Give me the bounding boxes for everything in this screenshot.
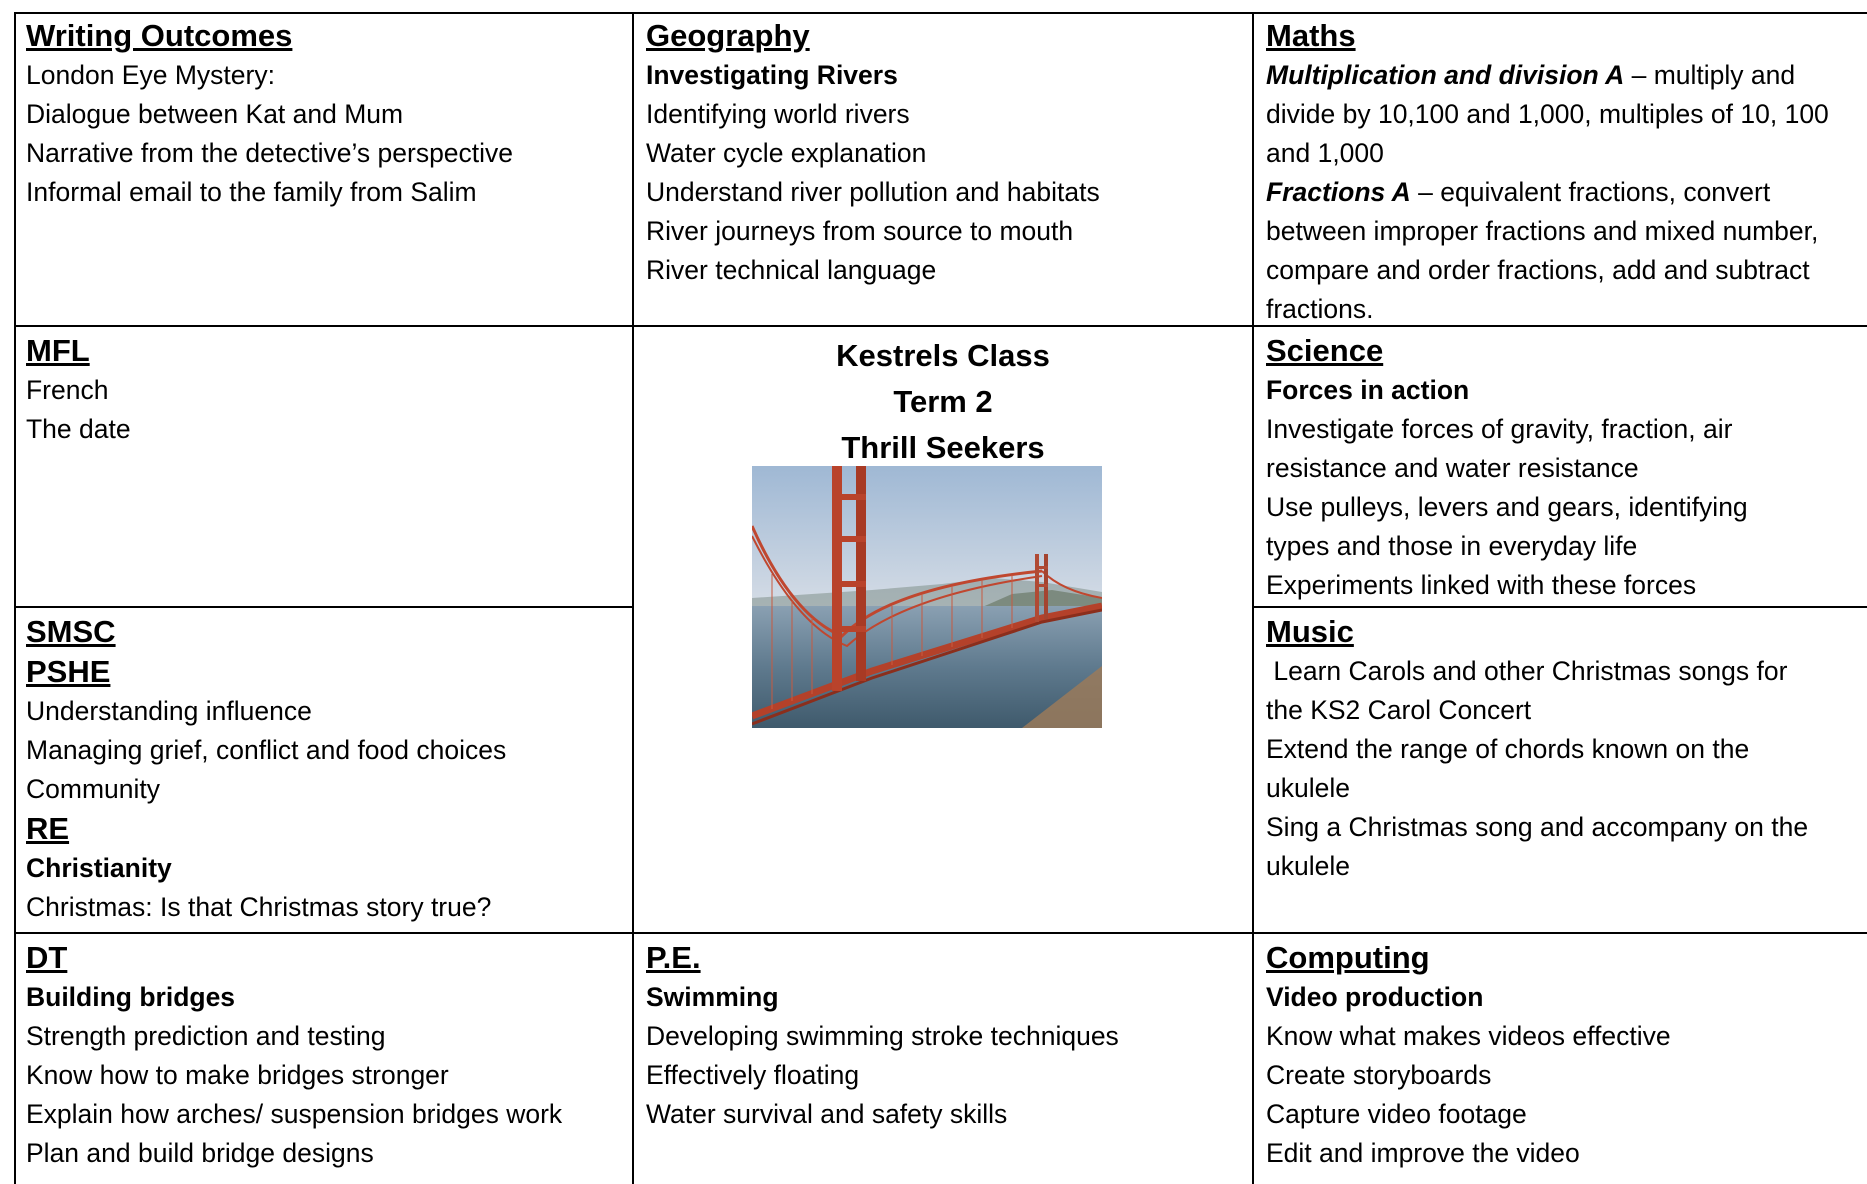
- computing-line: Know what makes videos effective: [1266, 1021, 1671, 1051]
- writing-line: Narrative from the detective’s perspective: [26, 138, 514, 168]
- re-title: RE: [26, 811, 70, 846]
- geography-cell: [634, 12, 1252, 325]
- geography-line: River technical language: [646, 255, 937, 285]
- pe-line: Effectively floating: [646, 1060, 860, 1090]
- science-line: Investigate forces of gravity, fraction, air: [1266, 414, 1733, 444]
- mfl-title: MFL: [26, 333, 90, 368]
- geography-line: River journeys from source to mouth: [646, 216, 1074, 246]
- music-line: the KS2 Carol Concert: [1266, 695, 1532, 725]
- pshe-line: Understanding influence: [26, 696, 312, 726]
- pe-cell: [634, 934, 1252, 1184]
- science-line: types and those in everyday life: [1266, 531, 1638, 561]
- geography-subtitle: Investigating Rivers: [646, 60, 898, 90]
- maths-item: [1266, 173, 1853, 325]
- music-line: Learn Carols and other Christmas songs for: [1266, 656, 1788, 686]
- re-subtitle: Christianity: [26, 853, 172, 883]
- science-line: Use pulleys, levers and gears, identifying: [1266, 492, 1748, 522]
- writing-line: London Eye Mystery:: [26, 60, 275, 90]
- geography-line: Water cycle explanation: [646, 138, 927, 168]
- topic-title: Thrill Seekers: [841, 430, 1045, 465]
- geography-line: Identifying world rivers: [646, 99, 910, 129]
- maths-title: Maths: [1266, 18, 1356, 53]
- maths-item-text: – equivalent fractions, convert between improper fractions and mixed number, compare and order fractions, add and subtract fractions.: [1266, 177, 1819, 324]
- computing-title: Computing: [1266, 940, 1430, 975]
- dt-line: Know how to make bridges stronger: [26, 1060, 449, 1090]
- music-cell: [1254, 608, 1867, 932]
- science-cell: [1254, 327, 1867, 606]
- dt-line: Strength prediction and testing: [26, 1021, 386, 1051]
- science-line: Experiments linked with these forces: [1266, 570, 1697, 600]
- pe-line: Developing swimming stroke techniques: [646, 1021, 1119, 1051]
- maths-item: [1266, 56, 1853, 173]
- writing-line: Dialogue between Kat and Mum: [26, 99, 404, 129]
- science-title: Science: [1266, 333, 1384, 368]
- pe-subtitle: Swimming: [646, 982, 779, 1012]
- maths-item-text: – multiply and divide by 10,100 and 1,000, multiples of 10, 100 and 1,000: [1266, 60, 1829, 168]
- pe-line: Water survival and safety skills: [646, 1099, 1008, 1129]
- golden-gate-bridge-photo: [752, 466, 1102, 728]
- mfl-line: French: [26, 375, 109, 405]
- writing-outcomes-title: Writing Outcomes: [26, 18, 293, 53]
- computing-cell: [1254, 934, 1867, 1184]
- maths-cell: [1254, 12, 1867, 325]
- music-line: Extend the range of chords known on the: [1266, 734, 1750, 764]
- writing-outcomes-cell: [14, 12, 632, 325]
- smsc-title: SMSC: [26, 614, 116, 649]
- pshe-line: Managing grief, conflict and food choices: [26, 735, 507, 765]
- science-line: resistance and water resistance: [1266, 453, 1639, 483]
- computing-line: Create storyboards: [1266, 1060, 1492, 1090]
- music-title: Music: [1266, 614, 1354, 649]
- term-label: Term 2: [893, 384, 993, 419]
- maths-item-label: Fractions A: [1266, 177, 1411, 207]
- writing-line: Informal email to the family from Salim: [26, 177, 477, 207]
- maths-item-label: Multiplication and division A: [1266, 60, 1625, 90]
- pe-title: P.E.: [646, 940, 701, 975]
- music-line: Sing a Christmas song and accompany on the: [1266, 812, 1809, 842]
- science-subtitle: Forces in action: [1266, 375, 1470, 405]
- music-line: ukulele: [1266, 851, 1350, 881]
- computing-line: Capture video footage: [1266, 1099, 1527, 1129]
- computing-subtitle: Video production: [1266, 982, 1484, 1012]
- dt-title: DT: [26, 940, 68, 975]
- dt-line: Plan and build bridge designs: [26, 1138, 374, 1168]
- mfl-cell: [14, 327, 632, 606]
- dt-line: Explain how arches/ suspension bridges work: [26, 1099, 563, 1129]
- pshe-line: Community: [26, 774, 161, 804]
- pshe-title: PSHE: [26, 654, 111, 689]
- music-line: ukulele: [1266, 773, 1350, 803]
- smsc-cell: [14, 608, 632, 932]
- re-line: Christmas: Is that Christmas story true?: [26, 892, 492, 922]
- mfl-line: The date: [26, 414, 131, 444]
- class-name: Kestrels Class: [836, 338, 1050, 373]
- geography-line: Understand river pollution and habitats: [646, 177, 1100, 207]
- dt-cell: [14, 934, 632, 1184]
- dt-subtitle: Building bridges: [26, 982, 236, 1012]
- geography-title: Geography: [646, 18, 810, 53]
- computing-line: Edit and improve the video: [1266, 1138, 1580, 1168]
